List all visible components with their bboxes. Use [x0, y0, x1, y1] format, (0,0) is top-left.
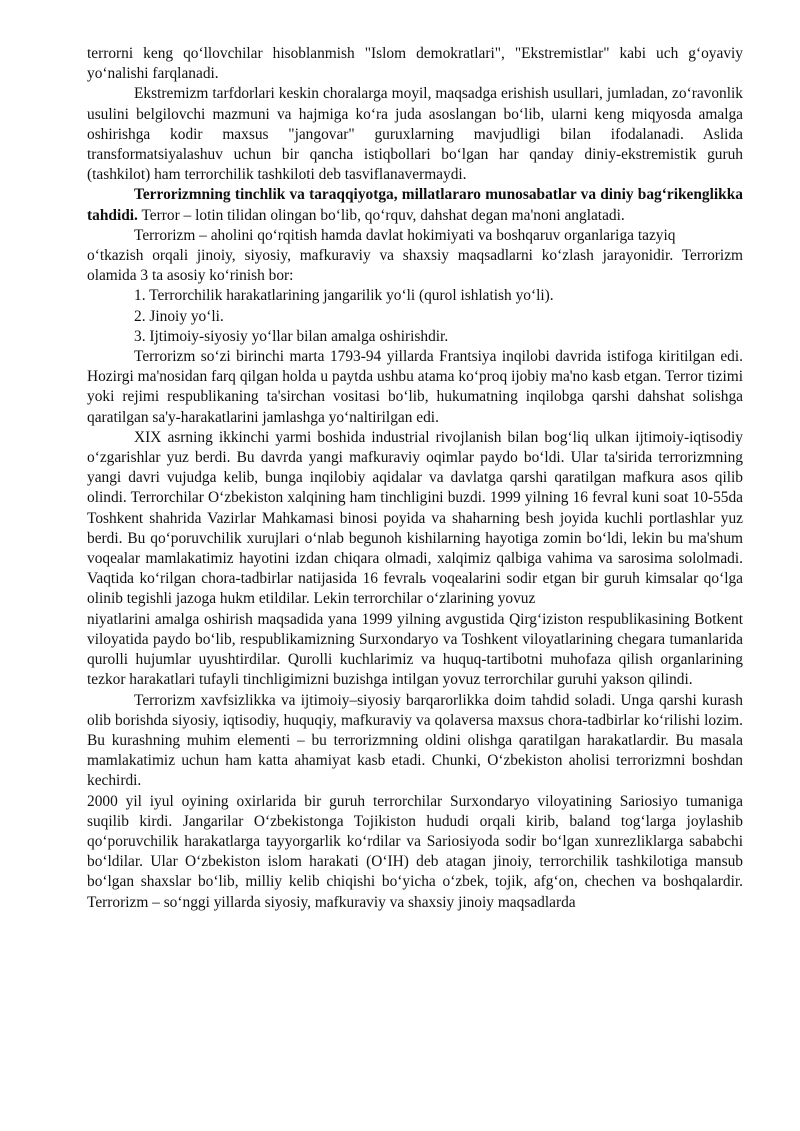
- paragraph-5: o‘tkazish orqali jinoiy, siyosiy, mafkuraviy va shaxsiy maqsadlarni ko‘zlash jarayonidir. Terrorizm olamida 3 ta asosiy ko‘rinish bor:: [87, 247, 743, 285]
- paragraph-1: terrorni keng qo‘llovchilar hisoblanmish "Islom demokratlari", "Ekstremistlar" kabi uch g‘oyaviy yo‘nalishi farqlanadi.: [87, 45, 743, 83]
- section-heading: Terrorizmning tinchlik va taraqqiyotga, millatlararo munosabatlar va diniy bag‘rikenglikka tahdidi.: [87, 186, 743, 224]
- paragraph-9: Terrorizm xavfsizlikka va ijtimoiy–siyosiy barqarorlikka doim tahdid soladi. Unga qarshi kurash olib borishda siyosiy, iqtisodiy, huquqiy, mafkuraviy va qolaversa maxsus chora-tadbirlar ko‘rilishi lozim. Bu kurashning muhim elementi – bu terrorizmning oldini olishga qaratilgan harakatlardir. Bu masala mamlakatimiz uchun ham katta ahamiyat kasb etadi. Chunki, O‘zbekiston aholisi terrorizmni boshdan kechirdi.: [87, 691, 743, 790]
- list-item-2: 2. Jinoiy yo‘li.: [134, 307, 224, 325]
- list-item-1: 1. Terrorchilik harakatlarining jangarilik yo‘li (qurol ishlatish yo‘li).: [134, 287, 554, 305]
- paragraph-3-text: Terror – lotin tilidan olingan bo‘lib, qo‘rquv, dahshat degan ma'noni anglatadi.: [137, 206, 625, 224]
- paragraph-2: Ekstremizm tarfdorlari keskin choralarga moyil, maqsadga erishish usullari, jumladan, zo‘ravonlik usulini belgilovchi mazmuni va hajmiga ko‘ra juda asoslangan bo‘lib, ularni keng miqyosda amalga oshirishga kodir maxsus "jangovar" guruxlarning mavjudligi bilan ifodalanadi. Aslida transformatsiyalashuv uchun bir qancha istiqbollari bo‘lgan har qanday diniy-ekstremistik guruh (tashkilot) ham terrorchilik tashkiloti deb tasviflanavermaydi.: [87, 85, 743, 184]
- list-item-3: 3. Ijtimoiy-siyosiy yo‘llar bilan amalga oshirishdir.: [134, 327, 449, 345]
- paragraph-4: Terrorizm – aholini qo‘rqitish hamda davlat hokimiyati va boshqaruv organlariga tazyiq: [134, 226, 676, 244]
- paragraph-7: XIX asrning ikkinchi yarmi boshida industrial rivojlanish bilan bog‘liq ulkan ijtimoiy-iqtisodiy o‘zgarishlar yuz berdi. Bu davrda yangi mafkuraviy oqimlar paydo bo‘ldi. Ular ta'sirida terrorizmning yangi davri vujudga kelib, bunga inqilobiy aqidalar va davlatga qarshi qaratilgan mafkura asos qilib olindi. Terrorchilar O‘zbekiston xalqining ham tinchligini buzdi. 1999 yilning 16 fevral kuni soat 10-55da Toshkent shahrida Vazirlar Mahkamasi binosi poyida va shaharning besh joyida kuchli portlashlar yuz berdi. Bu qo‘poruvchilik xurujlari o‘nlab begunoh kishilarning hayotiga zomin bo‘ldi, lekin bu ma'shum voqealar mamlakatimiz hayotini izdan chiqara olmadi, xalqimiz qalbiga vahima va sarosima sololmadi. Vaqtida ko‘rilgan chora-tadbirlar natijasida 16 fevralь voqealarini sodir etgan bir guruh kimsalar qo‘lga olinib tegishli jazoga hukm etildilar. Lekin terrorchilar o‘zlarining yovuz: [87, 428, 743, 608]
- paragraph-6: Terrorizm so‘zi birinchi marta 1793-94 yillarda Frantsiya inqilobi davrida istifoga kiritilgan edi. Hozirgi ma'nosidan farq qilgan holda u paytda ushbu atama ko‘proq ijobiy ma'no kasb etgan. Terror tizimi yoki rejimi respublikaning ta'sirchan vositasi bo‘lib, hukumatning inqilobga qarshi dahshat solishga qaratilgan sa'y-harakatlarini jamlashga yo‘naltirilgan edi.: [87, 348, 743, 426]
- paragraph-10: 2000 yil iyul oyining oxirlarida bir guruh terrorchilar Surxondaryo viloyatining Sariosiyo tumaniga suqilib kirdi. Jangarilar O‘zbekistonga Tojikiston hududi orqali kirib, baland tog‘larga joylashib qo‘poruvchilik harakatlarga tayyorgarlik ko‘rdilar va Sariosiyoda sodir bo‘lgan xunrezliklarga sababchi bo‘ldilar. Ular O‘zbekiston islom harakati (O‘IH) deb atagan jinoiy, terrorchilik tashkilotiga mansub bo‘lgan shaxslar bo‘lib, milliy kelib chiqishi bo‘yicha o‘zbek, tojik, afg‘on, chechen va boshqalardir. Terrorizm – so‘nggi yillarda siyosiy, mafkuraviy va shaxsiy jinoiy maqsadlarda: [87, 792, 743, 911]
- paragraph-3: [87, 185, 743, 225]
- paragraph-8: niyatlarini amalga oshirish maqsadida yana 1999 yilning avgustida Qirg‘iziston respublikasining Botkent viloyatida paydo bo‘lib, respublikamizning Surxondaryo va Toshkent viloyatlarining chegara tumanlarida qurolli hujumlar uyushtirdilar. Qurolli kuchlarimiz va huquq-tartibotni muhofaza qilish organlarining tezkor harakatlari tufayli tinchligimizni buzishga intilgan yovuz terrorchilar guruhi yakson qilindi.: [87, 610, 743, 689]
